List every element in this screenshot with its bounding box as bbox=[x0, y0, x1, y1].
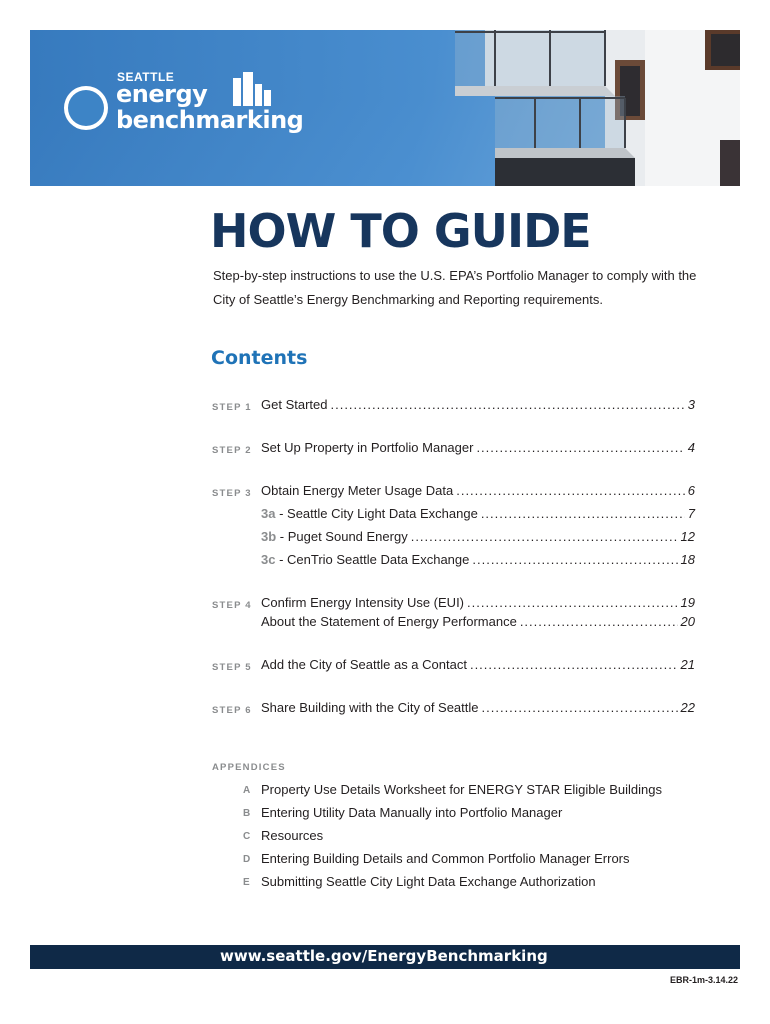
toc-title: Set Up Property in Portfolio Manager bbox=[261, 440, 474, 455]
skyline-icon bbox=[231, 70, 273, 106]
toc-subentry[interactable] bbox=[261, 529, 695, 549]
footer-bar bbox=[30, 945, 740, 969]
sub-step-label: 3c bbox=[261, 552, 276, 567]
toc-page: 3 bbox=[687, 397, 695, 412]
apartment-building-photo bbox=[455, 30, 740, 186]
toc-entry[interactable] bbox=[261, 614, 695, 634]
step-label: STEP 6 bbox=[212, 705, 252, 716]
appendices-heading: APPENDICES bbox=[212, 762, 286, 773]
leader-dots bbox=[482, 700, 678, 715]
toc-title: Confirm Energy Intensity Use (EUI) bbox=[261, 595, 465, 610]
toc-page: 18 bbox=[680, 552, 695, 567]
logo-energy-text: energy bbox=[116, 80, 208, 108]
leader-dots bbox=[472, 552, 677, 567]
step-label: STEP 4 bbox=[212, 600, 252, 611]
toc-page: 12 bbox=[680, 529, 695, 544]
toc-page: 19 bbox=[680, 595, 695, 610]
appendix-item[interactable]: Resources bbox=[261, 828, 324, 843]
appendix-item[interactable]: Submitting Seattle City Light Data Exchange Authorization bbox=[261, 874, 596, 889]
step-label: STEP 1 bbox=[212, 402, 252, 413]
toc-entry[interactable] bbox=[261, 700, 695, 720]
logo-benchmarking-text: benchmarking bbox=[116, 106, 304, 134]
toc-entry[interactable] bbox=[261, 657, 695, 677]
toc-page: 21 bbox=[680, 657, 695, 672]
appendix-letter: D bbox=[243, 854, 251, 865]
step-label: STEP 5 bbox=[212, 662, 252, 673]
leader-dots bbox=[456, 483, 685, 498]
sub-step-label: 3b bbox=[261, 529, 277, 544]
step-label: STEP 2 bbox=[212, 445, 252, 456]
toc-title: - Seattle City Light Data Exchange bbox=[275, 506, 478, 521]
toc-title: Add the City of Seattle as a Contact bbox=[261, 657, 467, 672]
toc-title: Obtain Energy Meter Usage Data bbox=[261, 483, 454, 498]
toc-page: 20 bbox=[680, 614, 695, 629]
contents-heading: Contents bbox=[211, 347, 308, 369]
leader-dots bbox=[470, 657, 678, 672]
leader-dots bbox=[481, 506, 685, 521]
toc-entry[interactable] bbox=[261, 397, 695, 417]
toc-entry[interactable] bbox=[261, 595, 695, 615]
city-seal-icon bbox=[64, 86, 108, 130]
sub-step-label: 3a bbox=[261, 506, 276, 521]
appendix-letter: A bbox=[243, 785, 251, 796]
seattle-energy-benchmarking-logo bbox=[64, 70, 344, 170]
leader-dots bbox=[411, 529, 678, 544]
toc-entry[interactable] bbox=[261, 483, 695, 503]
page-subtitle: Step-by-step instructions to use the U.S. EPA’s Portfolio Manager to comply with the City of Seattle’s Energy Benchmarking and Reporting requirements. bbox=[213, 268, 697, 307]
footer-url-link[interactable]: www.seattle.gov/EnergyBenchmarking bbox=[220, 947, 548, 965]
leader-dots bbox=[520, 614, 678, 629]
appendix-letter: B bbox=[243, 808, 251, 819]
header-banner bbox=[30, 30, 740, 186]
appendix-item[interactable]: Entering Utility Data Manually into Portfolio Manager bbox=[261, 805, 563, 820]
leader-dots bbox=[476, 440, 684, 455]
toc-title: - CenTrio Seattle Data Exchange bbox=[275, 552, 470, 567]
toc-title: - Puget Sound Energy bbox=[276, 529, 408, 544]
appendix-item[interactable]: Entering Building Details and Common Portfolio Manager Errors bbox=[261, 851, 630, 866]
document-code: EBR-1m-3.14.22 bbox=[669, 975, 738, 985]
toc-page: 4 bbox=[687, 440, 695, 455]
toc-title: Share Building with the City of Seattle bbox=[261, 700, 479, 715]
toc-entry[interactable] bbox=[261, 440, 695, 460]
leader-dots bbox=[467, 595, 678, 610]
toc-page: 6 bbox=[687, 483, 695, 498]
toc-subentry[interactable] bbox=[261, 506, 695, 526]
appendix-item[interactable]: Property Use Details Worksheet for ENERGY STAR Eligible Buildings bbox=[261, 782, 662, 797]
page-title: HOW TO GUIDE bbox=[210, 204, 591, 258]
leader-dots bbox=[330, 397, 684, 412]
toc-title: Get Started bbox=[261, 397, 328, 412]
appendix-letter: E bbox=[243, 877, 250, 888]
toc-page: 22 bbox=[680, 700, 695, 715]
toc-page: 7 bbox=[687, 506, 695, 521]
logo-city-text: SEATTLE bbox=[117, 70, 175, 84]
toc-subentry[interactable] bbox=[261, 552, 695, 572]
toc-title: About the Statement of Energy Performance bbox=[261, 614, 517, 629]
appendix-letter: C bbox=[243, 831, 251, 842]
step-label: STEP 3 bbox=[212, 488, 252, 499]
